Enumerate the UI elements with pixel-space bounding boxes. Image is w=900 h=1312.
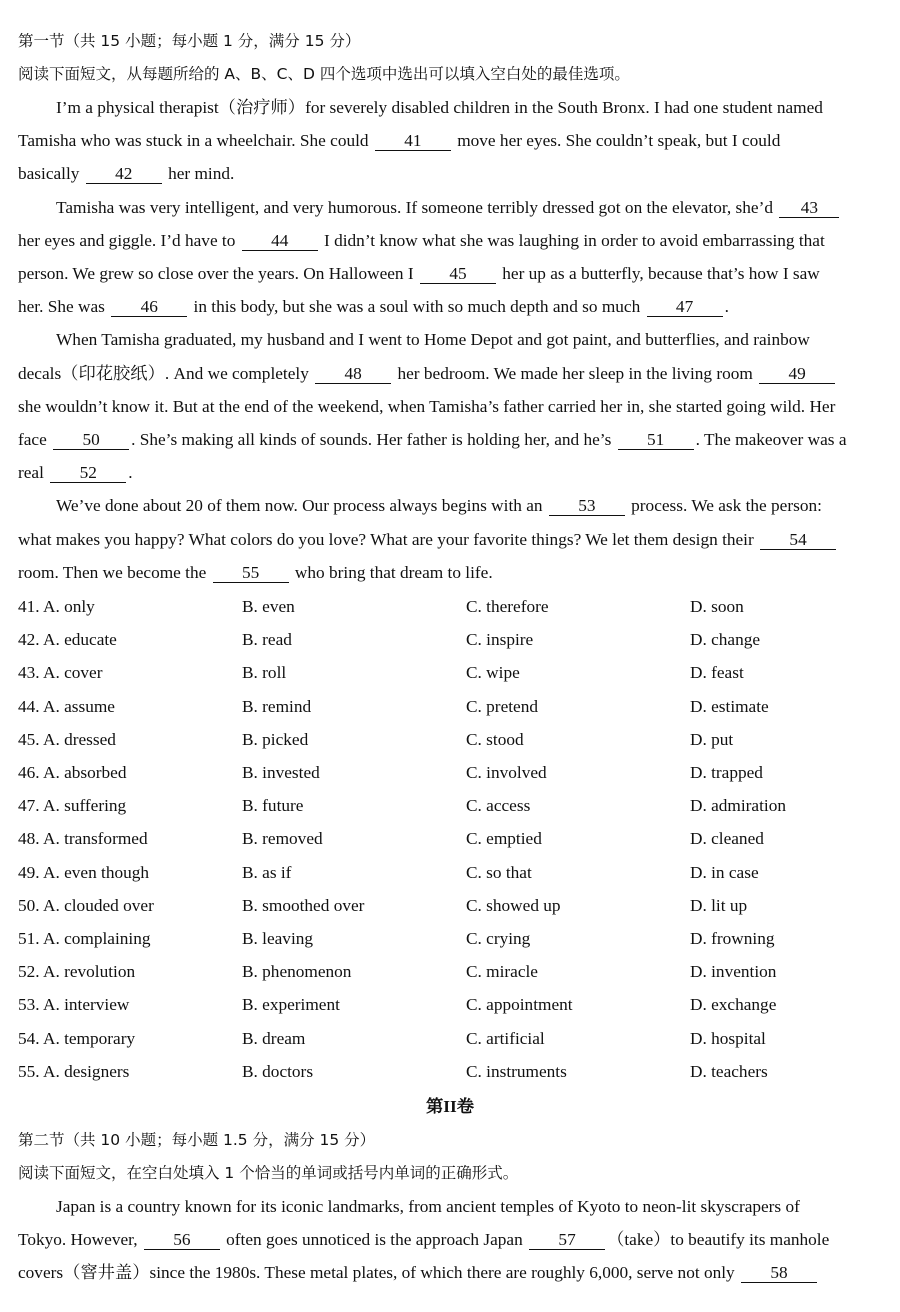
passage-text: person. We grew so close over the years. On Halloween I [18,264,418,283]
passage-line [18,529,900,551]
passage-text: who bring that dream to life. [290,562,493,582]
answer-blank[interactable]: 45 [420,264,496,284]
option-b[interactable]: B. experiment [242,995,340,1015]
option-c[interactable]: C. access [466,796,531,816]
option-a[interactable]: 50. A. clouded over [18,895,154,915]
option-a[interactable]: 51. A. complaining [18,929,151,948]
option-a[interactable]: 41. A. only [18,597,95,616]
passage-text: covers（窨井盖）since the 1980s. These metal plates, of which there are roughly 6,000, serve not only [18,1263,739,1283]
passage-line [18,130,900,152]
passage-line [18,1262,900,1284]
option-d[interactable]: D. teachers [690,1061,768,1081]
option-a[interactable]: 52. A. revolution [18,962,136,982]
passage-line [18,263,900,285]
passage-text: When Tamisha graduated, my husband and I went to Home Depot and got paint, and butterflies, and rainbow [56,330,810,350]
option-b[interactable]: B. future [242,796,304,816]
passage-line [56,495,900,517]
option-d[interactable]: D. estimate [690,696,769,716]
passage-text: room. Then we become the [18,562,211,582]
option-b[interactable]: B. dream [242,1028,306,1048]
passage-text: her bedroom. We made her sleep in the living room [393,363,758,383]
option-c[interactable]: C. therefore [466,597,549,616]
option-b[interactable]: B. smoothed over [242,895,365,915]
passage-text: Tokyo. However, [18,1230,142,1250]
answer-blank[interactable]: 52 [50,463,126,483]
option-b[interactable]: B. leaving [242,929,314,948]
option-b[interactable]: B. as if [242,862,292,882]
option-b[interactable]: B. doctors [242,1061,314,1081]
passage-text: Tamisha was very intelligent, and very humorous. If someone terribly dressed got on the elevator, she’d [56,197,778,217]
passage-text: （take）to beautify its manhole [607,1230,830,1250]
option-c[interactable]: C. artificial [466,1028,545,1048]
answer-blank[interactable]: 54 [760,530,836,550]
option-c[interactable]: C. crying [466,929,531,948]
passage-text: decals（印花胶纸）. And we completely [18,363,314,383]
passage-line [18,296,900,318]
part2-title: 第II卷 [425,1097,474,1116]
option-d[interactable]: D. lit up [690,895,748,915]
option-d[interactable]: D. in case [690,862,759,882]
section2-instruction: 阅读下面短文，在空白处填入 1 个恰当的单词或括号内单词的正确形式。 [18,1164,519,1182]
option-d[interactable]: D. admiration [690,796,786,816]
passage-text: move her eyes. She couldn’t speak, but I could [452,131,781,151]
option-d[interactable]: D. feast [690,663,744,683]
answer-blank[interactable]: 51 [618,430,694,450]
answer-blank[interactable]: 56 [144,1230,220,1250]
passage-text: her up as a butterfly, because that’s how I saw [497,264,820,283]
passage-text: real [18,463,49,483]
passage-line [18,230,900,252]
option-d[interactable]: D. trapped [690,763,763,782]
passage-text: . The makeover was a [695,430,847,449]
option-b[interactable]: B. removed [242,829,323,849]
option-a[interactable]: 49. A. even though [18,862,150,882]
option-a[interactable]: 55. A. designers [18,1061,130,1081]
passage-text: . [724,297,729,317]
passage-line [18,429,900,451]
option-b[interactable]: B. remind [242,696,312,716]
passage-text: her mind. [163,164,235,184]
option-a[interactable]: 46. A. absorbed [18,763,127,782]
passage-line [18,462,900,484]
passage-text: Japan is a country known for its iconic landmarks, from ancient temples of Kyoto to neon-lit skyscrapers of [56,1197,800,1216]
passage-text: in this body, but she was a soul with so much depth and so much [189,297,645,317]
option-b[interactable]: B. even [242,597,295,616]
passage-line [18,562,900,584]
passage-line [18,396,900,418]
section1-header: 第一节（共 15 小题；每小题 1 分，满分 15 分） [18,32,361,50]
passage-text: I’m a physical therapist（治疗师）for severely disabled children in the South Bronx. I had one student named [56,98,823,117]
passage-line [18,363,900,385]
option-a[interactable]: 45. A. dressed [18,729,116,749]
option-c[interactable]: C. inspire [466,630,534,650]
option-a[interactable]: 44. A. assume [18,696,115,716]
passage-line [56,197,900,219]
option-c[interactable]: C. showed up [466,895,561,915]
answer-blank[interactable]: 49 [759,364,835,384]
option-c[interactable]: C. so that [466,862,532,882]
option-d[interactable]: D. change [690,630,761,650]
passage-text: basically [18,164,84,184]
option-b[interactable]: B. read [242,630,292,650]
option-d[interactable]: D. frowning [690,929,775,948]
passage-text: process. We ask the person: [626,496,822,516]
section2-header: 第二节（共 10 小题；每小题 1.5 分，满分 15 分） [18,1131,376,1149]
option-d[interactable]: D. soon [690,597,744,616]
passage-text: I didn’t know what she was laughing in order to avoid embarrassing that [319,230,825,250]
passage-line [56,1196,900,1218]
answer-blank[interactable]: 41 [375,131,451,151]
option-c[interactable]: C. wipe [466,663,520,683]
passage-line [18,1229,900,1251]
section1-instruction: 阅读下面短文，从每题所给的 A、B、C、D 四个选项中选出可以填入空白处的最佳选项。 [18,65,630,83]
answer-blank[interactable]: 58 [741,1263,817,1283]
option-a[interactable]: 48. A. transformed [18,829,148,849]
answer-blank[interactable]: 47 [647,297,723,317]
passage-text: what makes you happy? What colors do you love? What are your favorite things? We let them design their [18,529,759,549]
answer-blank[interactable]: 44 [242,231,318,251]
passage-text: . [128,463,133,483]
answer-blank[interactable]: 46 [111,297,187,317]
option-c[interactable]: C. involved [466,763,547,782]
passage-line [56,329,900,351]
passage-text: her. She was [18,297,110,317]
answer-blank[interactable]: 48 [315,364,391,384]
option-b[interactable]: B. invested [242,763,320,782]
passage-text: often goes unnoticed is the approach Japan [221,1230,528,1250]
option-d[interactable]: D. hospital [690,1028,766,1048]
option-c[interactable]: C. stood [466,729,524,749]
answer-blank[interactable]: 55 [213,563,289,583]
option-a[interactable]: 53. A. interview [18,995,130,1015]
option-c[interactable]: C. miracle [466,962,538,982]
option-d[interactable]: D. put [690,729,734,749]
passage-text: her eyes and giggle. I’d have to [18,230,240,250]
answer-blank[interactable]: 43 [779,198,839,218]
answer-blank[interactable]: 50 [53,430,129,450]
option-a[interactable]: 54. A. temporary [18,1028,136,1048]
option-c[interactable]: C. pretend [466,696,538,716]
option-c[interactable]: C. appointment [466,995,573,1015]
answer-blank[interactable]: 42 [86,164,162,184]
passage-text: . She’s making all kinds of sounds. Her father is holding her, and he’s [131,430,616,449]
passage-text: face [18,430,52,449]
passage-line [18,163,900,185]
answer-blank[interactable]: 53 [549,496,625,516]
passage-text: We’ve done about 20 of them now. Our process always begins with an [56,496,547,516]
option-c[interactable]: C. emptied [466,829,542,849]
passage-text: Tamisha who was stuck in a wheelchair. She could [18,131,373,151]
option-c[interactable]: C. instruments [466,1061,567,1081]
option-d[interactable]: D. cleaned [690,829,764,849]
option-d[interactable]: D. exchange [690,995,777,1015]
option-d[interactable]: D. invention [690,962,777,982]
answer-blank[interactable]: 57 [529,1230,605,1250]
option-b[interactable]: B. picked [242,729,309,749]
option-a[interactable]: 47. A. suffering [18,796,127,816]
passage-line [56,97,900,119]
passage-text: she wouldn’t know it. But at the end of the weekend, when Tamisha’s father carried her in, she started going wild. Her [18,396,836,416]
option-b[interactable]: B. phenomenon [242,962,352,982]
option-a[interactable]: 43. A. cover [18,663,103,683]
option-b[interactable]: B. roll [242,663,287,683]
option-a[interactable]: 42. A. educate [18,630,117,650]
